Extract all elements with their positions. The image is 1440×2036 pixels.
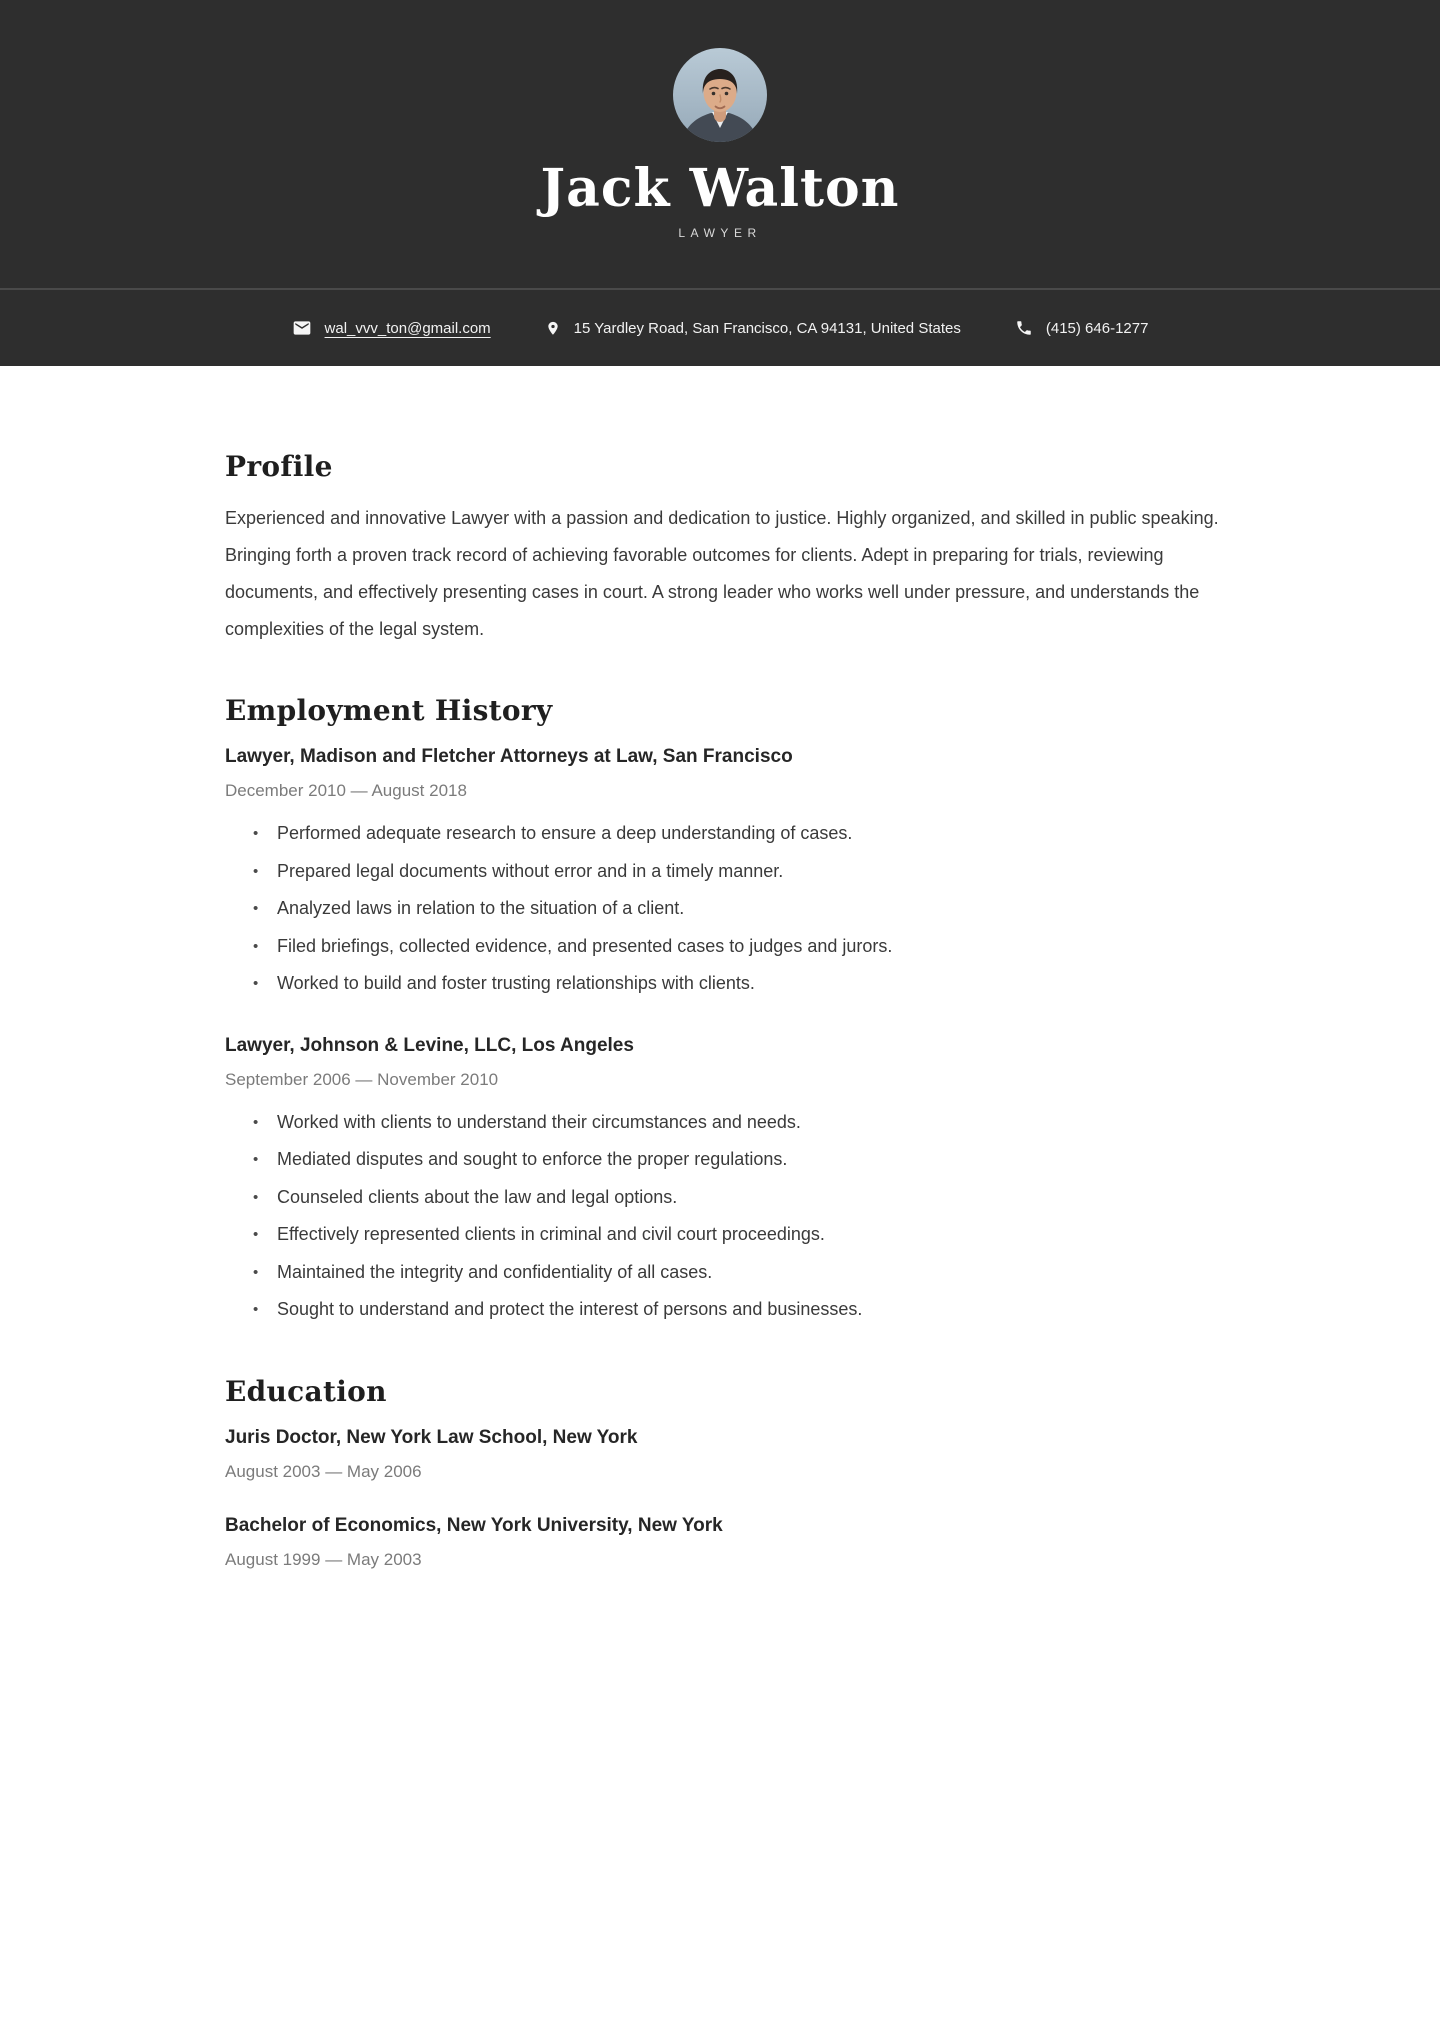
- section-employment: [225, 694, 1225, 1329]
- section-profile: [225, 450, 1225, 648]
- email-link[interactable]: wal_vvv_ton@gmail.com: [324, 319, 491, 337]
- profile-heading: Profile: [225, 450, 333, 483]
- education-entry: [225, 1513, 1225, 1571]
- section-education: [225, 1375, 1225, 1571]
- job-title: Lawyer, Johnson & Levine, LLC, Los Angeles: [225, 1034, 634, 1056]
- education-heading: Education: [225, 1374, 387, 1408]
- candidate-name: Jack Walton: [540, 158, 900, 219]
- job-bullet: • Sought to understand and protect the interest of persons and businesses.: [253, 1291, 1225, 1329]
- job-entry: [225, 744, 1225, 1003]
- contact-bar: [0, 288, 1440, 366]
- job-dates: December 2010 — August 2018: [225, 781, 467, 800]
- job-bullet: • Maintained the integrity and confidentiality of all cases.: [253, 1254, 1225, 1292]
- job-entry: [225, 1033, 1225, 1329]
- resume-body: [0, 366, 1440, 1571]
- phone-icon: [1015, 319, 1033, 337]
- address-text: 15 Yardley Road, San Francisco, CA 94131, United States: [573, 319, 961, 337]
- mail-icon: [292, 318, 312, 338]
- phone-text: (415) 646-1277: [1045, 319, 1149, 337]
- job-bullet: • Effectively represented clients in criminal and civil court proceedings.: [253, 1216, 1225, 1254]
- education-title: Juris Doctor, New York Law School, New York: [225, 1426, 638, 1448]
- job-bullet: • Filed briefings, collected evidence, and presented cases to judges and jurors.: [253, 928, 1225, 966]
- education-dates: August 1999 — May 2003: [225, 1549, 422, 1569]
- contact-address: [545, 319, 961, 338]
- education-title: Bachelor of Economics, New York University, New York: [225, 1514, 723, 1536]
- contact-email: [292, 318, 491, 338]
- job-bullets: [225, 815, 1225, 1003]
- job-bullet: • Worked with clients to understand their circumstances and needs.: [253, 1104, 1225, 1142]
- job-bullets: [225, 1104, 1225, 1329]
- education-dates: August 2003 — May 2006: [225, 1461, 422, 1481]
- resume-header: [0, 0, 1440, 288]
- location-pin-icon: [545, 319, 561, 338]
- education-entry: [225, 1425, 1225, 1483]
- job-bullet: • Analyzed laws in relation to the situation of a client.: [253, 890, 1225, 928]
- job-bullet: • Prepared legal documents without error and in a timely manner.: [253, 853, 1225, 891]
- job-dates: September 2006 — November 2010: [225, 1069, 499, 1089]
- candidate-job-title: LAWYER: [678, 226, 762, 240]
- profile-photo: [673, 48, 767, 142]
- profile-text: Experienced and innovative Lawyer with a passion and dedication to justice. Highly organized, and skilled in public speaking. Bringing forth a proven track record of achieving favorable outcomes for clients. Adept in preparing for trials, reviewing documents, and effectively presenting cases in court. A strong leader who works well under pressure, and understands the complexities of the legal system.: [225, 508, 1219, 639]
- employment-heading: Employment History: [225, 694, 553, 727]
- contact-phone: [1015, 319, 1149, 337]
- job-bullet: • Mediated disputes and sought to enforce the proper regulations.: [253, 1141, 1225, 1179]
- job-bullet: • Performed adequate research to ensure a deep understanding of cases.: [253, 815, 1225, 853]
- job-bullet: • Worked to build and foster trusting relationships with clients.: [253, 965, 1225, 1003]
- job-bullet: • Counseled clients about the law and legal options.: [253, 1179, 1225, 1217]
- job-title: Lawyer, Madison and Fletcher Attorneys at Law, San Francisco: [225, 746, 793, 767]
